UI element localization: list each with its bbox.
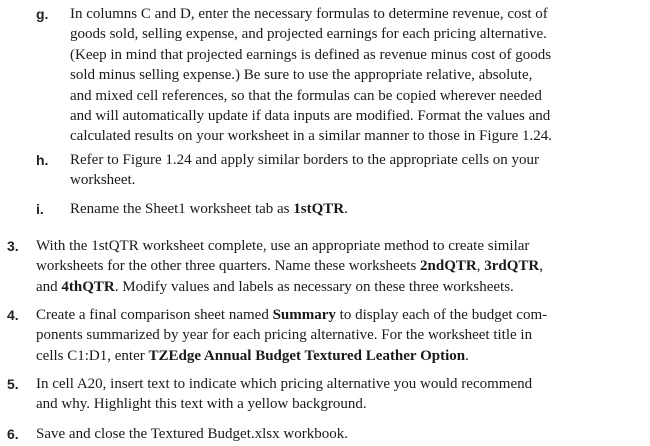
step-i: i. Rename the Sheet1 worksheet tab as 1stQTR. bbox=[70, 199, 618, 219]
step-g-line-4: sold minus selling expense.) Be sure to use the appropriate relative, absolute, bbox=[70, 67, 533, 84]
step-4-line-3: cells C1:D1, enter bbox=[36, 347, 149, 364]
step-g-marker: g. bbox=[36, 6, 49, 22]
step-6-marker: 6. bbox=[7, 426, 19, 442]
step-i-text: Rename the Sheet1 worksheet tab as bbox=[70, 201, 294, 217]
step-5-line-2: and why. Highlight this text with a yellow background. bbox=[36, 396, 367, 413]
step-h-line-1: Refer to Figure 1.24 and apply similar borders to the appropriate cells on your bbox=[70, 152, 540, 168]
worksheet-title-text: TZEdge Annual Budget Textured Leather Option bbox=[148, 347, 466, 364]
step-5 bbox=[7, 374, 618, 415]
step-4-marker: 4. bbox=[7, 307, 19, 323]
step-g-line-5: and mixed cell references, so that the formulas can be copied wherever needed bbox=[70, 87, 542, 104]
step-3-line-3: and bbox=[36, 278, 62, 295]
step-h-line-2: worksheet. bbox=[70, 172, 136, 189]
sheet-name-1stqtr: 1stQTR bbox=[293, 201, 345, 217]
step-g-line-3: (Keep in mind that projected earnings is defined as revenue minus cost of goods bbox=[70, 46, 552, 63]
step-g-line-2: goods sold, selling expense, and projected earnings for each pricing alternative. bbox=[70, 26, 547, 43]
step-i-marker: i. bbox=[36, 201, 44, 217]
step-6 bbox=[7, 424, 618, 444]
sheet-name-2ndqtr: 2ndQTR bbox=[420, 258, 477, 275]
step-3-line-1: With the 1stQTR worksheet complete, use an appropriate method to create similar bbox=[36, 238, 530, 254]
step-4-line-2: ponents summarized by year for each pricing alternative. For the worksheet title in bbox=[36, 327, 533, 344]
step-4: 4. Create a final comparison sheet named Summary to display each of the budget com- ponents summarized by year for each pricing alternative. For the worksheet title in cells C1:D1, enter TZEdge Annual Budget Textured Leather Option. bbox=[36, 305, 618, 366]
step-5-marker: 5. bbox=[7, 376, 19, 392]
step-3-line-2: worksheets for the other three quarters. Name these worksheets bbox=[36, 258, 421, 275]
step-6-text: Save and close the Textured Budget.xlsx workbook. bbox=[36, 426, 348, 442]
sheet-name-4thqtr: 4thQTR bbox=[61, 278, 115, 295]
sheet-name-summary: Summary bbox=[272, 307, 336, 323]
step-h bbox=[36, 150, 618, 191]
sheet-name-3rdqtr: 3rdQTR bbox=[484, 258, 540, 275]
step-h-marker: h. bbox=[36, 152, 49, 168]
step-4-line-1: Create a final comparison sheet named bbox=[36, 307, 273, 323]
step-g-line-6: and will automatically update if data inputs are modified. Format the values and bbox=[70, 108, 551, 125]
step-g-line-7: calculated results on your worksheet in a similar manner to those in Figure 1.24. bbox=[70, 128, 552, 145]
step-g-line-1: In columns C and D, enter the necessary formulas to determine revenue, cost of bbox=[70, 6, 548, 22]
step-3-marker: 3. bbox=[7, 238, 19, 254]
step-g bbox=[36, 4, 618, 147]
step-5-line-1: In cell A20, insert text to indicate which pricing alternative you would recommend bbox=[36, 376, 533, 392]
step-3: 3. With the 1stQTR worksheet complete, use an appropriate method to create similar worksheets for the other three quarters. Name these worksheets 2ndQTR, 3rdQTR, and 4thQTR. Modify values and labels as necessary on these three worksheets. bbox=[36, 236, 618, 297]
